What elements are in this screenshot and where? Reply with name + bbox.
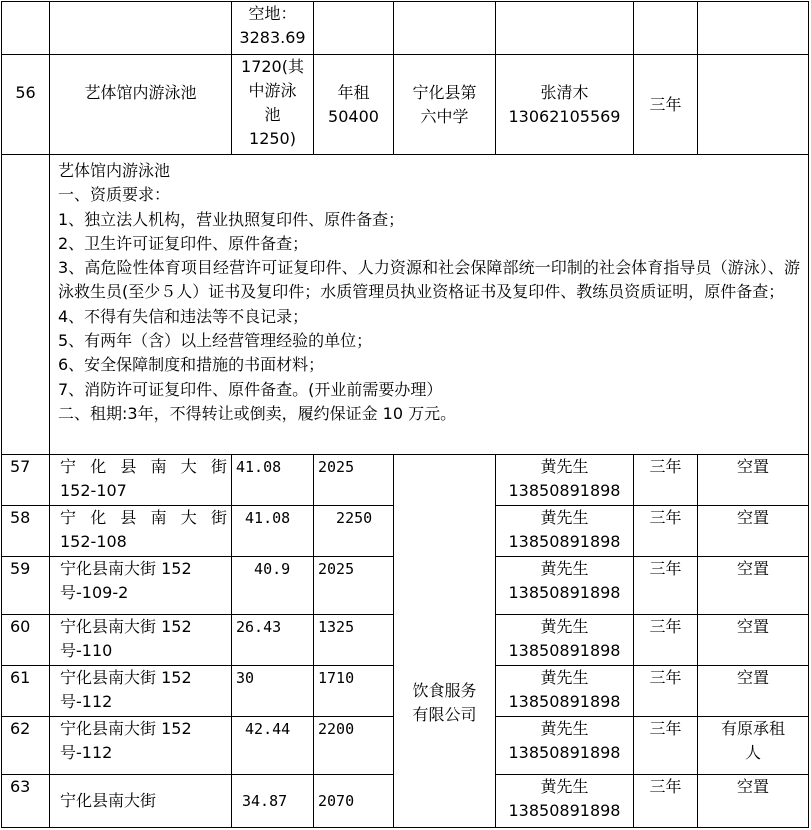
shop-name-line2: 号-110 bbox=[60, 641, 113, 660]
cell-area: 1720(其 中游泳 池 1250) bbox=[232, 55, 314, 155]
cell-unit bbox=[394, 2, 496, 55]
cell-unit-shared: 饮食服务 有限公司 bbox=[394, 455, 496, 828]
cell-area: 30 bbox=[232, 666, 314, 717]
cell-area: 42.44 bbox=[232, 717, 314, 775]
cell-contact bbox=[496, 775, 634, 828]
cell-name bbox=[50, 506, 232, 557]
cell-area: 34.87 bbox=[232, 775, 314, 828]
cell-contact: 张清木 13062105569 bbox=[496, 55, 634, 155]
requirement-line: 5、有两年（含）以上经营管理经验的单位； bbox=[58, 331, 373, 351]
requirement-line: 3、高危险性体育项目经营许可证复印件、人力资源和社会保障部统一印制的社会体育指导员（游泳）、游泳救生员(至少５人）证书及复印件；水质管理员执业资格证书及复印件、教练员资质证明，原件备查； bbox=[58, 258, 800, 302]
contact-phone: 13850891898 bbox=[508, 481, 621, 500]
cell-area: 41.08 bbox=[232, 506, 314, 557]
requirement-line: 4、不得有失信和违法等不良记录； bbox=[58, 306, 309, 326]
cell-rent: 2200 bbox=[314, 717, 394, 775]
shop-name-line1: 宁化县南大街 bbox=[60, 457, 227, 476]
cell-no: 58 bbox=[2, 506, 50, 557]
cell-remark: 空置 bbox=[698, 666, 809, 717]
cell-rent: 2070 bbox=[314, 775, 394, 828]
cell-remark: 空置 bbox=[698, 615, 809, 666]
shop-name-line2: 152-107 bbox=[60, 481, 127, 500]
requirement-line: 1、独立法人机构，营业执照复印件、原件备查； bbox=[58, 209, 405, 229]
cell-contact bbox=[496, 615, 634, 666]
cell-no: 57 bbox=[2, 455, 50, 506]
table-row-57 bbox=[2, 455, 809, 506]
shop-name-line2: 号-112 bbox=[60, 743, 113, 762]
shop-name-line1: 宁化县南大街 bbox=[60, 791, 157, 810]
contact-name: 黄先生 bbox=[540, 508, 589, 527]
cell-term bbox=[634, 2, 698, 55]
contact-phone: 13850891898 bbox=[508, 692, 621, 711]
contact-name: 黄先生 bbox=[540, 617, 589, 636]
cell-area: 26.43 bbox=[232, 615, 314, 666]
cell-no: 62 bbox=[2, 717, 50, 775]
cell-name bbox=[50, 717, 232, 775]
cell-area: 41.08 bbox=[232, 455, 314, 506]
contact-name: 黄先生 bbox=[540, 777, 589, 796]
requirement-line: 二、租期:3年，不得转让或倒卖，履约保证金 10 万元。 bbox=[58, 403, 457, 423]
cell-term: 三年 bbox=[634, 775, 698, 828]
cell-term: 三年 bbox=[634, 666, 698, 717]
contact-name: 黄先生 bbox=[540, 719, 589, 738]
requirement-line: 6、安全保障制度和措施的书面材料； bbox=[58, 355, 325, 375]
cell-name bbox=[50, 775, 232, 828]
cell-contact bbox=[496, 2, 634, 55]
cell-unit: 宁化县第 六中学 bbox=[394, 55, 496, 155]
cell-contact bbox=[496, 666, 634, 717]
shop-name-line1: 宁化县南大街 152 bbox=[60, 617, 192, 636]
table-row-56 bbox=[2, 55, 809, 155]
cell-remark: 空置 bbox=[698, 557, 809, 615]
contact-name: 黄先生 bbox=[540, 457, 589, 476]
requirement-line: 艺体馆内游泳池 bbox=[58, 161, 171, 180]
cell-rent: 2250 bbox=[314, 506, 394, 557]
cell-rent: 2025 bbox=[314, 455, 394, 506]
table-row-requirements bbox=[2, 155, 809, 455]
cell-term: 三年 bbox=[634, 717, 698, 775]
table-row-vacant-land bbox=[2, 2, 809, 55]
shop-name-line2: 号-109-2 bbox=[60, 583, 129, 602]
contact-phone: 13850891898 bbox=[508, 801, 621, 820]
contact-phone: 13850891898 bbox=[508, 583, 621, 602]
cell-no: 61 bbox=[2, 666, 50, 717]
contact-phone: 13850891898 bbox=[508, 743, 621, 762]
cell-remark: 空置 bbox=[698, 455, 809, 506]
cell-contact bbox=[496, 717, 634, 775]
cell-contact bbox=[496, 557, 634, 615]
cell-remark: 空置 bbox=[698, 506, 809, 557]
cell-term: 三年 bbox=[634, 455, 698, 506]
shop-name-line1: 宁化县南大街 152 bbox=[60, 559, 192, 578]
cell-name bbox=[50, 557, 232, 615]
cell-rent: 年租 50400 bbox=[314, 55, 394, 155]
cell-rent: 2025 bbox=[314, 557, 394, 615]
shop-name-line2: 号-112 bbox=[60, 692, 113, 711]
cell-no bbox=[2, 155, 50, 455]
cell-contact bbox=[496, 506, 634, 557]
cell-name bbox=[50, 2, 232, 55]
shop-name-line1: 宁化县南大街 152 bbox=[60, 719, 192, 738]
cell-term: 三年 bbox=[634, 506, 698, 557]
shop-name-line1: 宁化县南大街 152 bbox=[60, 668, 192, 687]
contact-phone: 13850891898 bbox=[508, 641, 621, 660]
cell-term: 三年 bbox=[634, 557, 698, 615]
cell-name: 艺体馆内游泳池 bbox=[50, 55, 232, 155]
cell-remark bbox=[698, 2, 809, 55]
lease-table bbox=[1, 1, 809, 828]
cell-remark: 空置 bbox=[698, 775, 809, 828]
shop-name-line1: 宁化县南大街 bbox=[60, 508, 227, 527]
requirement-line: 7、消防许可证复印件、原件备查。(开业前需要办理） bbox=[58, 379, 443, 399]
cell-no: 60 bbox=[2, 615, 50, 666]
cell-term: 三年 bbox=[634, 55, 698, 155]
cell-rent: 1710 bbox=[314, 666, 394, 717]
contact-name: 黄先生 bbox=[540, 668, 589, 687]
cell-term: 三年 bbox=[634, 615, 698, 666]
cell-area: 空地： 3283.69 bbox=[232, 2, 314, 55]
requirement-line: 一、资质要求： bbox=[58, 185, 171, 205]
cell-no: 59 bbox=[2, 557, 50, 615]
cell-remark bbox=[698, 55, 809, 155]
shop-name-line2: 152-108 bbox=[60, 532, 127, 551]
cell-name bbox=[50, 455, 232, 506]
contact-name: 黄先生 bbox=[540, 559, 589, 578]
cell-name bbox=[50, 615, 232, 666]
cell-contact bbox=[496, 455, 634, 506]
requirement-line: 2、卫生许可证复印件、原件备查； bbox=[58, 233, 309, 253]
cell-no bbox=[2, 2, 50, 55]
cell-no: 63 bbox=[2, 775, 50, 828]
cell-area: 40.9 bbox=[232, 557, 314, 615]
cell-rent bbox=[314, 2, 394, 55]
cell-name bbox=[50, 666, 232, 717]
cell-rent: 1325 bbox=[314, 615, 394, 666]
cell-no: 56 bbox=[2, 55, 50, 155]
cell-remark: 有原承租 人 bbox=[698, 717, 809, 775]
requirements-block bbox=[50, 155, 809, 455]
contact-phone: 13850891898 bbox=[508, 532, 621, 551]
